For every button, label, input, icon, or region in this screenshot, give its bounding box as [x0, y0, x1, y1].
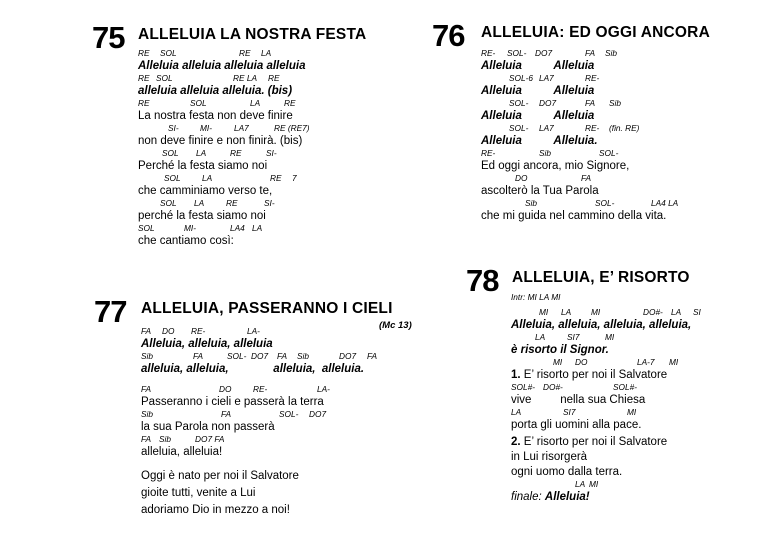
song-number: 76 — [432, 18, 465, 53]
verse-line: gioite tutti, venite a Lui — [141, 487, 256, 499]
lyric-line: Alleluia Alleluia — [481, 110, 595, 122]
song-title: ALLELUIA: ED OGGI ANCORA — [481, 24, 710, 41]
chord-line: RE SOL RE LA RE — [138, 73, 280, 83]
lyric-line: Alleluia, alleluia, alleluia — [141, 338, 273, 350]
song-number: 75 — [92, 20, 125, 55]
chord-line: MI LA MI DO#- LA SI — [539, 307, 701, 317]
lyric-line: Alleluia Alleluia — [481, 60, 595, 72]
chord-line: LA MI — [575, 479, 599, 489]
lyric-line: la sua Parola non passerà — [141, 421, 275, 433]
lyric-line: che cantiamo così: — [138, 235, 234, 247]
verse-line: Oggi è nato per noi il Salvatore — [141, 470, 299, 482]
chord-line: Sib FA SOL- DO7 FA Sib DO7 FA — [141, 351, 377, 361]
verse-line: adoriamo Dio in mezzo a noi! — [141, 504, 290, 516]
chord-line: SOL-6 LA7 RE- — [509, 73, 600, 83]
lyric-line: La nostra festa non deve finire — [138, 110, 293, 122]
song-number: 78 — [466, 263, 499, 298]
chord-line: SOL- DO7 FA Sib — [509, 98, 621, 108]
chord-line: RE SOL LA RE — [138, 98, 296, 108]
lyric-line: porta gli uomini alla pace. — [511, 419, 642, 431]
chord-line: DO FA — [515, 173, 591, 183]
song-body — [141, 326, 377, 517]
lyric-line: alleluia alleluia alleluia. (bis) — [138, 85, 293, 97]
lyric-line: alleluia, alleluia! — [141, 446, 223, 458]
lyric-line: Ed oggi ancora, mio Signore, — [481, 160, 630, 172]
song-body — [481, 48, 679, 223]
lyric-line: 1. E’ risorto per noi il Salvatore — [511, 369, 668, 381]
chord-line: SI- MI- LA7 RE (RE7) — [168, 123, 310, 133]
chord-line: RE SOL RE LA — [138, 48, 272, 58]
lyric-line: ogni uomo dalla terra. — [511, 466, 623, 478]
chord-line: LA SI7 MI — [535, 332, 615, 342]
song-title: ALLELUIA, PASSERANNO I CIELI — [141, 300, 393, 317]
chord-line: RE- Sib SOL- — [481, 148, 619, 158]
chord-line: SOL MI- LA4 LA — [138, 223, 263, 233]
chord-line: SOL- LA7 RE- (fin. RE) — [509, 123, 640, 133]
chord-line: SOL#- DO#- SOL#- — [511, 382, 637, 392]
song-title: ALLELUIA, E’ RISORTO — [512, 269, 690, 286]
lyric-line: Perché la festa siamo noi — [138, 160, 268, 172]
chord-line: FA DO RE- LA- — [141, 384, 330, 394]
lyric-line: Alleluia Alleluia — [481, 85, 595, 97]
chord-line: Sib SOL- LA4 LA — [525, 198, 679, 208]
song-title: ALLELUIA LA NOSTRA FESTA — [138, 26, 367, 43]
chord-line: Sib FA SOL- DO7 — [141, 409, 327, 419]
chord-line: FA DO RE- LA- — [141, 326, 260, 336]
lyric-line: che mi guida nel cammino della vita. — [481, 210, 667, 222]
lyric-line: non deve finire e non finirà. (bis) — [138, 135, 303, 147]
lyric-line: che camminiamo verso te, — [138, 185, 273, 197]
lyric-line: Alleluia, alleluia, alleluia, alleluia, — [511, 319, 692, 331]
chord-line: SOL LA RE 7 — [164, 173, 297, 183]
lyric-line: ascolterò la Tua Parola — [481, 185, 599, 197]
lyric-line: perché la festa siamo noi — [138, 210, 266, 222]
chord-line: RE- SOL- DO7 FA Sib — [481, 48, 617, 58]
lyric-line: Alleluia Alleluia. — [481, 135, 598, 147]
lyric-line: Passeranno i cieli e passerà la terra — [141, 396, 324, 408]
lyric-line: alleluia, alleluia, alleluia, alleluia. — [141, 363, 365, 375]
intro-chords: Intr: MI LA MI — [511, 292, 561, 302]
chord-line: SOL LA RE SI- — [160, 198, 275, 208]
lyric-line: è risorto il Signor. — [511, 344, 609, 356]
lyric-line: in Lui risorgerà — [511, 451, 588, 463]
lyric-line: Alleluia alleluia alleluia alleluia — [138, 60, 306, 72]
lyric-line: 2. E’ risorto per noi il Salvatore — [511, 436, 668, 448]
chord-line: FA Sib DO7 FA — [141, 434, 225, 444]
chord-line: MI DO LA-7 MI — [553, 357, 679, 367]
song-body — [511, 292, 701, 504]
chord-line: SOL LA RE SI- — [162, 148, 277, 158]
song-number: 77 — [94, 294, 127, 329]
scripture-reference: (Mc 13) — [379, 320, 412, 331]
finale-line: finale: Alleluia! — [511, 491, 590, 503]
song-body — [138, 48, 310, 248]
lyric-line: vive nella sua Chiesa — [511, 394, 646, 406]
chord-line: LA SI7 MI — [511, 407, 637, 417]
